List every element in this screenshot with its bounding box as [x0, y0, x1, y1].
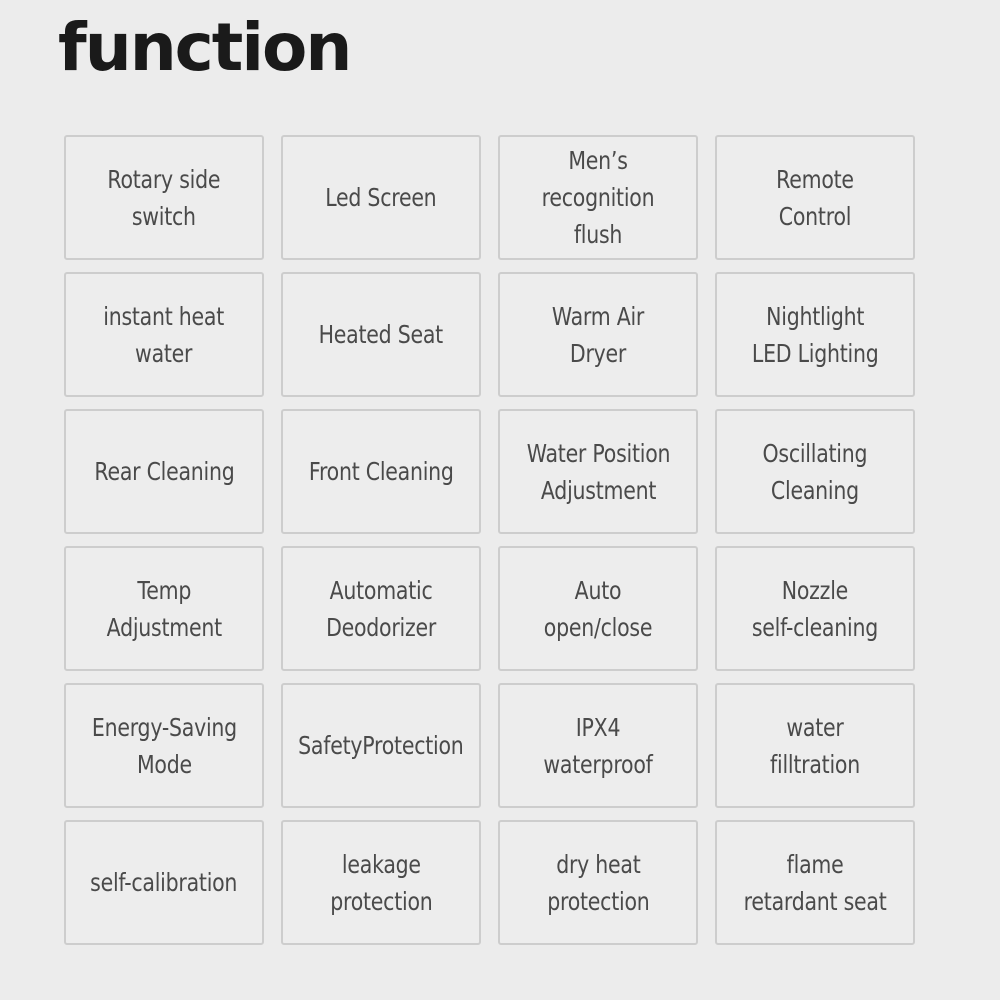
feature-label: Auto open/close: [543, 575, 653, 642]
feature-card-self-calibration: [64, 820, 264, 945]
feature-card-nightlight-led-lighting: [715, 272, 915, 397]
feature-card-temp-adjustment: [64, 546, 264, 671]
feature-label: Energy-Saving Mode: [91, 712, 237, 779]
feature-label: SafetyProtection: [298, 731, 464, 760]
feature-card-rear-cleaning: [64, 409, 264, 534]
feature-card-ipx4-waterproof: [498, 683, 698, 808]
feature-label: Heated Seat: [318, 320, 444, 349]
feature-card-flame-retardant-seat: [715, 820, 915, 945]
feature-label: IPX4 waterproof: [543, 712, 653, 779]
feature-label: Temp Adjustment: [106, 575, 222, 642]
feature-card-rotary-side-switch: [64, 135, 264, 260]
feature-card-remote-control: [715, 135, 915, 260]
feature-label: self-calibration: [90, 868, 238, 897]
feature-label: instant heat water: [103, 301, 225, 368]
feature-card-safety-protection: [281, 683, 481, 808]
feature-label: Led Screen: [325, 183, 437, 212]
feature-label: Automatic Deodorizer: [326, 575, 436, 642]
feature-label: Rotary side switch: [107, 164, 221, 231]
feature-label: Men’s recognition flush: [541, 146, 655, 249]
feature-label: Front Cleaning: [308, 457, 454, 486]
feature-card-auto-open-close: [498, 546, 698, 671]
feature-card-automatic-deodorizer: [281, 546, 481, 671]
feature-label: Nightlight LED Lighting: [751, 301, 879, 368]
feature-label: Rear Cleaning: [93, 457, 235, 486]
feature-card-leakage-protection: [281, 820, 481, 945]
feature-label: Warm Air Dryer: [551, 301, 645, 368]
feature-label: leakage protection: [329, 849, 433, 916]
feature-label: flame retardant seat: [743, 849, 887, 916]
feature-card-warm-air-dryer: [498, 272, 698, 397]
feature-label: Remote Control: [776, 164, 854, 231]
feature-label: dry heat protection: [546, 849, 650, 916]
feature-card-energy-saving-mode: [64, 683, 264, 808]
feature-card-water-filtration: [715, 683, 915, 808]
feature-label: Water Position Adjustment: [526, 438, 670, 505]
feature-card-led-screen: [281, 135, 481, 260]
feature-card-nozzle-self-cleaning: [715, 546, 915, 671]
feature-grid: [64, 135, 915, 945]
page-title: function: [58, 9, 351, 86]
feature-label: water filltration: [770, 712, 860, 779]
feature-card-front-cleaning: [281, 409, 481, 534]
feature-card-mens-recognition-flush: [498, 135, 698, 260]
feature-card-instant-heat-water: [64, 272, 264, 397]
feature-label: Oscillating Cleaning: [762, 438, 868, 505]
feature-card-dry-heat-protection: [498, 820, 698, 945]
feature-card-water-position-adjustment: [498, 409, 698, 534]
feature-label: Nozzle self-cleaning: [751, 575, 879, 642]
feature-card-oscillating-cleaning: [715, 409, 915, 534]
feature-card-heated-seat: [281, 272, 481, 397]
